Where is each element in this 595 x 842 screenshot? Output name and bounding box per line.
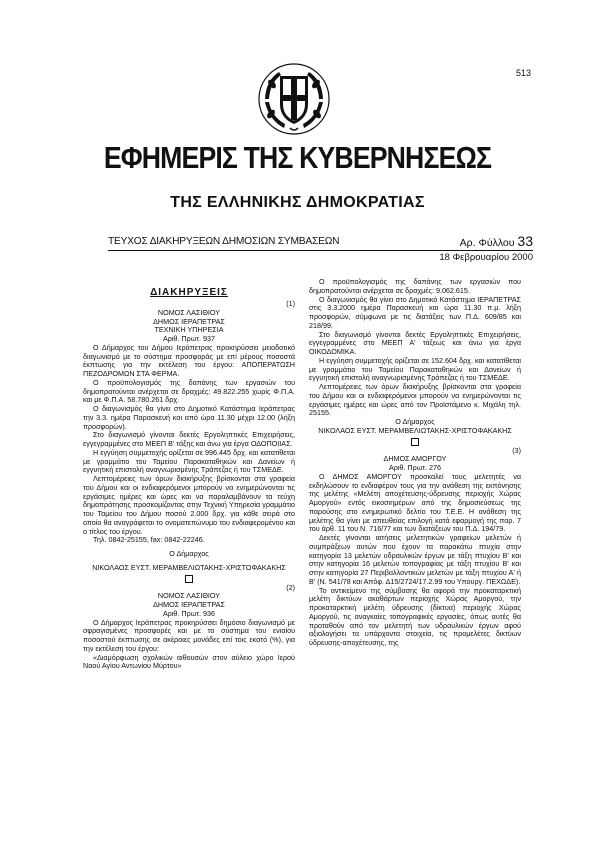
notice-paragraph: Ο προϋπολογισμός της δαπάνης των εργασιών του δημοπρατούνται ανέρχεται σε δραχμές: 49.822.255 χωρίς Φ.Π.Α. και με Φ.Π.Α. 58.780.261 δρχ.: [83, 377, 295, 405]
greek-coat-of-arms-emblem: [257, 62, 331, 136]
notice-paragraph: Ο διαγωνισμός θα γίνει στο Δημοτικό Κατάστημα ΙΕΡΑΠΕΤΡΑΣ στις 3.3.2000 ημέρα Παρασκευή και ώρα 11.30 π.μ. λήξη προσφορών, σύμφωνα με τις διατάξεις των Π.Δ. 609/85 και 218/99.: [309, 294, 521, 330]
notice-paragraph: Ο Δήμαρχος του Δήμου Ιεράπετρας προκηρύσσει μειοδοτικό διαγωνισμό με το σύστημα προσφοράς με επί μέρους ποσοστά έκπτωσης για την εκτέλεση του έργου: ΑΠΟΠΕΡΑΤΩΣΗ ΠΕΖΟΔΡΟΜΩΝ ΣΤΑ ΦΕΡΜΑ.: [83, 342, 295, 378]
notice-paragraph: Το αντικείμενο της σύμβασης θα αφορά την προκαταρκτική μελέτη δικτύων ακαθάρτων περιοχής Χώρας Αμοργού, την προκαταρκτική μελέτη ύδρευσης (δίκτυα) περιοχής Χώρας Αμοργού, τις αναγκαίες τοπογραφικές εργασίες, όπως αυτές θα προταθούν από τον μελετητή των υδραυλικών έργων αφού αξιολογήσει τα υπάρχοντα στοιχεία, τις προμελέτες δικτύων ύδρευσης-αποχέτευσης, της: [309, 585, 521, 647]
header-rule: [108, 250, 533, 251]
notice-protocol-number: Αριθ. Πρωτ. 276: [388, 463, 442, 472]
sheet-number: [460, 233, 533, 249]
gazette-subtitle: ΤΗΣ ΕΛΛΗΝΙΚΗΣ ΔΗΜΟΚΡΑΤΙΑΣ: [170, 194, 425, 211]
notice-protocol-number: Αριθ. Πρωτ. 936: [162, 608, 216, 618]
notice-paragraph: Δεκτές γίνονται αιτήσεις μελετητικών γραφείων μελετών ή συμπράξεων αυτών που έχουν τα παρακάτω πτυχία στην κατηγορία 13 μελετών υδραυλικών έργων με τάξη πτυχίου Β' και στην κατηγορία 16 μελετών τοπογραφίας με τάξη πτυχίου Β' και στην κατηγορία 27 Περιβαλλοντικών μελετών με τάξη πτυχίου Α' ή Β' (Ν. 541/78 και Απόφ. Δ15/2724/17.2.99 του Υπουργ. ΠΕΧΩΔΕ).: [309, 533, 521, 586]
issue-date: 18 Φεβρουαρίου 2000: [439, 252, 533, 263]
page-number: 513: [515, 68, 531, 78]
notice-paragraph: Λεπτομέρειες των όρων διακήρυξης βρίσκονται στα γραφεία του Δήμου και οι ενδιαφερόμενοι μπορούν να ενημερώνονται τις εργάσιμες ημέρες και ώρες και να παραλαμβάνουν τα τεύχη δημοπράτησης προσκομίζοντας στην Τεχνική Υπηρεσία γραμμάτιο του Ταμείου του Δήμου ποσού 2.000 δρχ. για κάθε σειρά στο οποίο θα αναγράφεται το ονοματεπώνυμο του ενδιαφερομένου και ο τίτλος του έργου.: [83, 474, 295, 536]
section-title: ΔΙΑΚΗΡΥΞΕΙΣ: [150, 287, 228, 298]
notice-paragraph: Ο ΔΗΜΟΣ ΑΜΟΡΓΟΥ προσκαλεί τους μελετητές να εκδηλώσουν το ενδιαφέρον τους για την ανάθεση της εκπόνησης της μελέτης «Μελέτη αποχέτευσης-ύδρευσης περιοχής Χώρας Αμοργού» εντός εικοσιημέρων από της δημοσιεύσεως της παρούσης στο ενημερωτικό δελτίο του Τ.Ε.Ε. Η ανάθεση της μελέτης θα γίνει με απευθείας επιλογή κατά εφαρμογή της παρ. 7 του άρθ. 11 του Ν. 716/77 και των διατάξεων του Π.Δ. 194/79.: [309, 471, 521, 534]
notice-org-line: ΔΗΜΟΣ ΑΜΟΡΓΟΥ: [383, 454, 447, 464]
notice-paragraph: Ο προϋπολογισμός της δαπάνης των εργασιών που δημοπρατούνται ανέρχεται σε δραχμές: 9.062.615.: [309, 277, 521, 295]
signoff: Ο Δήμαρχος: [169, 549, 209, 558]
issue-type: ΤΕΥΧΟΣ ΔΙΑΚΗΡΥΞΕΩΝ ΔΗΜΟΣΙΩΝ ΣΥΜΒΑΣΕΩΝ: [108, 236, 340, 247]
sheet-number-value: 33: [517, 233, 533, 249]
notice-paragraph: Ο διαγωνισμός θα γίνει στο Δημοτικό Κατάστημα Ιεράπετρας την 3.3. ημέρα Παρασκευή και από ώρα 11.30 μέχρι 12.00 (λήξη προσφορών).: [83, 404, 295, 431]
notice-org-line: ΤΕΧΝΙΚΗ ΥΠΗΡΕΣΙΑ: [154, 325, 224, 335]
notice-paragraph: Στο διαγωνισμό γίνονται δεκτές Εργοληπτικές Επιχειρήσεις, εγγεγραμμένες στο ΜΕΕΠ Β' τάξης και άνω για έργα ΟΔΟΠΟΙΙΑΣ.: [83, 430, 295, 448]
signatory-name: ΝΙΚΟΛΑΟΣ ΕΥΣΤ. ΜΕΡΑΜΒΕΛΙΩΤΑΚΗΣ-ΧΡΙΣΤΟΦΑΚΑΚΗΣ: [92, 562, 286, 572]
notice-org-line: ΔΗΜΟΣ ΙΕΡΑΠΕΤΡΑΣ: [153, 600, 225, 609]
notice-paragraph: Ο Δήμαρχος Ιεράπετρας προκηρύσσει δημόσιο διαγωνισμό με σφραγισμένες προσφορές και με το σύστημα του ενιαίου ποσοστού έκπτωσης σε ακέραιες μονάδες επί τοις εκατό (%), για την εκτέλεση του έργου:: [83, 617, 295, 653]
notice-number: (3): [512, 445, 521, 455]
gazette-title: ΕΦΗΜΕΡΙΣ ΤΗΣ ΚΥΒΕΡΝΗΣΕΩΣ: [103, 140, 492, 175]
notice-org-line: ΔΗΜΟΣ ΙΕΡΑΠΕΤΡΑΣ: [153, 316, 225, 326]
notice-org-line: ΝΟΜΟΣ ΛΑΣΙΘΙΟΥ: [157, 307, 221, 317]
end-of-notice-box-icon: [185, 575, 193, 583]
sheet-label: Αρ. Φύλλου: [459, 237, 515, 249]
notice-number: (2): [286, 582, 295, 592]
notice-paragraph: Η εγγύηση συμμετοχής ορίζεται σε 152.604 δρχ. και κατατίθεται με γραμμάτιο του Ταμείου Παρακαταθηκών και Δανείων ή εγγυητική επιστολή αναγνωρισμένης Τράπεζας ή του ΤΣΜΕΔΕ.: [309, 355, 521, 383]
notice-paragraph: «Διαμόρφωση σχολικών αιθουσών στον αύλειο χώρο Ιερού Ναού Αγίου Αντωνίου Μύρτου»: [83, 652, 295, 671]
end-of-notice-box-icon: [411, 438, 419, 446]
notice-protocol-number: Αριθ. Πρωτ. 937: [162, 334, 216, 343]
right-column: [309, 278, 521, 648]
notice-org-line: ΝΟΜΟΣ ΛΑΣΙΘΙΟΥ: [157, 591, 221, 601]
notice-paragraph: Στο διαγωνισμό γίνονται δεκτές Εργοληπτικές Επιχειρήσεις, εγγεγραμμένες στο ΜΕΕΠ Α' τάξεως και άνω για έργα ΟΙΚΟΔΟΜΙΚΑ.: [309, 329, 521, 356]
signatory-name: ΝΙΚΟΛΑΟΣ ΕΥΣΤ. ΜΕΡΑΜΒΕΛΙΩΤΑΚΗΣ-ΧΡΙΣΤΟΦΑΚΑΚΗΣ: [318, 425, 512, 435]
notice-contact: Τηλ. 0842-25155, fax: 0842-22246.: [93, 535, 205, 545]
notice-paragraph: Η εγγύηση συμμετοχής ορίζεται σε 996.445 δρχ. και κατατίθεται με γραμμάτιο του Ταμείου Παρακαταθηκών και Δανείων ή εγγυητική επιστολή αναγνωρισμένης Τράπεζας ή του ΤΣΜΕΔΕ.: [83, 447, 295, 475]
signoff: Ο Δήμαρχος: [395, 417, 435, 426]
left-column: [83, 287, 295, 671]
notice-number: (1): [286, 299, 295, 308]
notice-paragraph: Λεπτομέρειες των όρων διακήρυξης βρίσκονται στα γραφεία του Δήμου και οι ενδιαφερόμενοι μπορούν να ενημερώνονται τις εργάσιμες ημέρες και ώρες από τον Προϊστάμενο κ. Μιχάλη τηλ. 25155.: [309, 382, 521, 418]
